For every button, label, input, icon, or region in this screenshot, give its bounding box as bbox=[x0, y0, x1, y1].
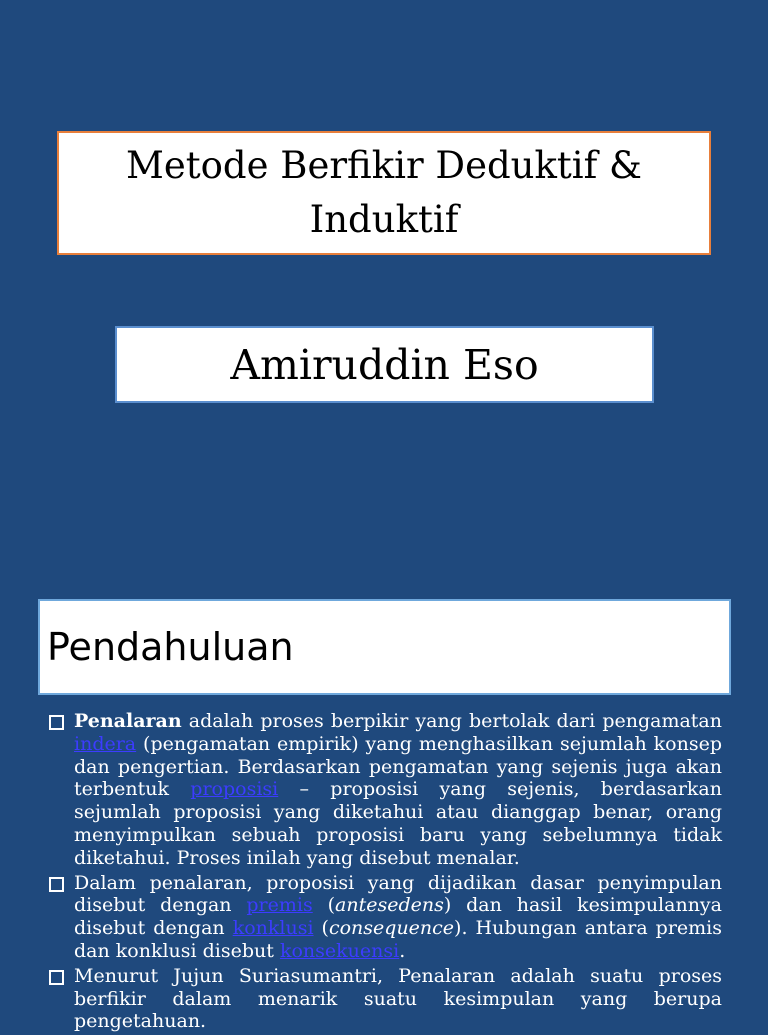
term-antesedens: antesedens bbox=[335, 894, 444, 917]
link-konsekuensi[interactable]: konsekuensi bbox=[279, 939, 400, 962]
bullet-text: ). Hubungan antara premis dan konklusi disebut bbox=[74, 917, 723, 962]
link-premis[interactable]: premis bbox=[246, 894, 313, 917]
checkbox-bullet-icon bbox=[49, 970, 64, 985]
bullet-text: Dalam penalaran, proposisi yang dijadikan dasar penyimpulan disebut dengan bbox=[74, 871, 722, 917]
bullet-text: – proposisi yang sejenis, berdasarkan sejumlah proposisi yang diketahui atau dianggap benar, orang menyimpulkan sebuah proposisi baru yang sebelumnya tidak diketahui. Proses inilah yang disebut menalar. bbox=[74, 778, 722, 869]
bullet-text: . bbox=[399, 939, 406, 962]
link-proposisi[interactable]: proposisi bbox=[190, 778, 279, 801]
bullet-item-2 bbox=[46, 872, 722, 963]
slide-title: Metode Berfikir Deduktif & Induktif bbox=[125, 144, 642, 241]
section-heading-box bbox=[38, 599, 731, 695]
bullet-item-3 bbox=[46, 965, 722, 1033]
author-name: Amiruddin Eso bbox=[230, 340, 539, 389]
term-consequence: consequence bbox=[328, 917, 455, 940]
slide-title-box bbox=[57, 131, 711, 255]
bullet-text: Menurut Jujun Suriasumantri, Penalaran adalah suatu proses berfikir dalam menarik suatu kesimpulan yang berupa pengetahuan. bbox=[74, 964, 722, 1033]
author-box bbox=[115, 326, 654, 403]
bullet-item-1 bbox=[46, 710, 722, 870]
term-penalaran: Penalaran bbox=[74, 710, 182, 732]
checkbox-bullet-icon bbox=[49, 877, 64, 892]
bullet-text: adalah proses berpikir yang bertolak dari pengamatan bbox=[181, 710, 722, 732]
section-heading: Pendahuluan bbox=[47, 625, 294, 669]
link-indera[interactable]: indera bbox=[74, 732, 137, 755]
bullet-text: ( bbox=[313, 917, 329, 940]
bullet-text: (pengamatan empirik) yang menghasilkan sejumlah konsep dan pengertian. Berdasarkan pengamatan yang sejenis juga akan terbentuk bbox=[74, 732, 722, 801]
bullet-text: ( bbox=[312, 894, 335, 917]
bullet-text: ) dan hasil kesimpulannya disebut dengan bbox=[74, 894, 722, 940]
checkbox-bullet-icon bbox=[49, 715, 64, 730]
slide-body bbox=[46, 710, 722, 1035]
link-konklusi[interactable]: konklusi bbox=[232, 917, 314, 940]
